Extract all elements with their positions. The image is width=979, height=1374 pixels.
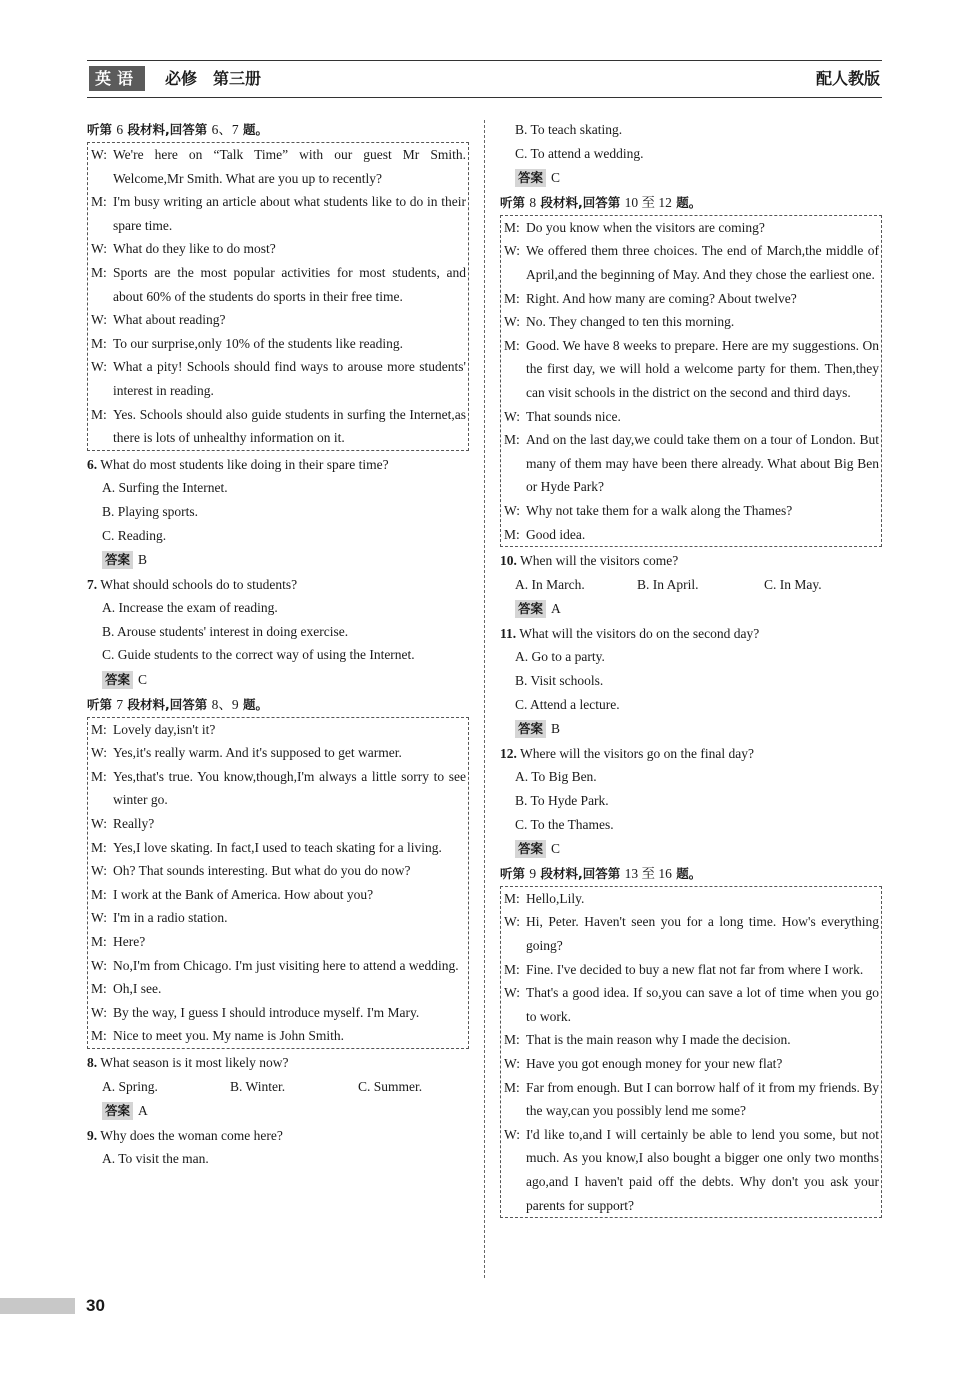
- section-heading-6: 听第 6 段材料,回答第 6、7 题。: [87, 122, 268, 137]
- question-10: 10. When will the visitors come?: [500, 553, 679, 569]
- edition-label: 配人教版: [815, 69, 880, 88]
- option-b: B. Playing sports.: [102, 503, 199, 519]
- answer-12: 答案 C: [500, 837, 882, 861]
- page-header: [87, 60, 882, 98]
- dialogue-line: W: Have you got enough money for your new flat?: [504, 1055, 783, 1071]
- question-8: 8. What season is it most likely now?: [87, 1054, 289, 1070]
- dialogue-line: M: That is the main reason why I made the decision.: [504, 1032, 791, 1048]
- dialogue-line: M: Good idea.: [504, 526, 586, 542]
- section-heading-7: 听第 7 段材料,回答第 8、9 题。: [87, 696, 268, 712]
- dialogue-line: W: No. They changed to ten this morning.: [504, 314, 735, 330]
- question-7: 7. What should schools do to students?: [87, 576, 298, 592]
- option-b: B. To Hyde Park.: [515, 793, 609, 809]
- option-c: C. Attend a lecture.: [515, 696, 620, 712]
- dialogue-line: W: We offered them three choices. The end of March,the middle of April,and the beginning of May. And they chose the earliest one.: [504, 243, 879, 282]
- subject-badge: 英语: [89, 66, 145, 91]
- dialogue-line: W: Really?: [91, 816, 155, 832]
- book-title: 必修 第三册: [165, 69, 262, 88]
- dialogue-line: W: I'm in a radio station.: [91, 910, 228, 926]
- dialogue-line: M: Nice to meet you. My name is John Smith.: [91, 1028, 344, 1044]
- option-c: C. To attend a wedding.: [515, 145, 644, 161]
- option-b: B. Arouse students' interest in doing exercise.: [102, 623, 349, 639]
- column-divider: [484, 120, 485, 1278]
- option-a: A. To Big Ben.: [515, 769, 597, 785]
- question-6: 6. What do most students like doing in their spare time?: [87, 456, 389, 472]
- dialogue-line: M: Right. And how many are coming? About twelve?: [504, 290, 797, 306]
- dialogue-line: M: To our surprise,only 10% of the students like reading.: [91, 335, 403, 351]
- dialogue-line: W: We're here on “Talk Time” with our guest Mr Smith. Welcome,Mr Smith. What are you up to recently?: [91, 147, 466, 186]
- dialogue-line: M: Yes. Schools should also guide students in surfing the Internet,as there is lots of unhealthy information on it.: [91, 406, 466, 446]
- dialogue-line: M: Lovely day,isn't it?: [91, 721, 216, 737]
- answer-11: 答案 B: [500, 717, 882, 741]
- answer-8: 答案 A: [87, 1099, 469, 1123]
- option-b: B. To teach skating.: [515, 122, 623, 137]
- option-c: C. Guide students to the correct way of using the Internet.: [102, 647, 415, 663]
- dialogue-line: M: Far from enough. But I can borrow half of it from my friends. By the way,can you possibly lend me some?: [504, 1079, 879, 1119]
- dialogue-line: M: Good. We have 8 weeks to prepare. Here are my suggestions. On the first day, we will hold a welcome party for them. Then,they can visit schools in the district on the second and third days.: [504, 337, 879, 400]
- dialogue-line: W: Yes,it's really warm. And it's supposed to get warmer.: [91, 745, 402, 761]
- dialogue-line: M: Sports are the most popular activities for most students, and about 60% of the students do sports in their free time.: [91, 264, 466, 304]
- dialogue-line: M: Do you know when the visitors are coming?: [504, 219, 765, 235]
- answer-9: 答案 C: [500, 166, 882, 190]
- dialogue-line: M: I'm busy writing an article about what students like to do in their spare time.: [91, 194, 466, 233]
- footer-bar: [0, 1298, 75, 1314]
- option-c: C. To the Thames.: [515, 816, 614, 832]
- dialogue-line: M: Here?: [91, 934, 146, 949]
- left-column: [87, 118, 469, 1171]
- option-a: A. Surfing the Internet.: [102, 480, 228, 496]
- dialogue-box-6: [87, 142, 469, 451]
- option-a: A. Increase the exam of reading.: [102, 600, 278, 616]
- dialogue-line: W: I'd like to,and I will certainly be able to lend you some, but not much. As you know,I also bought a bigger one only two months ago,and I haven't paid off the debts. Why don't you ask your parents for support?: [504, 1126, 879, 1213]
- question-12: 12. Where will the visitors go on the final day?: [500, 745, 754, 761]
- dialogue-box-8: [500, 215, 882, 547]
- option-b: B. In April.: [637, 576, 699, 592]
- question-9: 9. Why does the woman come here?: [87, 1127, 283, 1143]
- dialogue-line: W: That sounds nice.: [504, 408, 621, 424]
- dialogue-line: M: Oh,I see.: [91, 981, 162, 997]
- option-c: C. In May.: [764, 576, 822, 592]
- answer-10: 答案 A: [500, 597, 882, 621]
- question-11: 11. What will the visitors do on the second day?: [500, 625, 760, 641]
- options-row: [87, 1075, 469, 1099]
- dialogue-line: M: Hello,Lily.: [504, 890, 585, 906]
- dialogue-line: W: What a pity! Schools should find ways to arouse more students' interest in reading.: [91, 359, 466, 398]
- dialogue-line: W: Why not take them for a walk along the Thames?: [504, 502, 793, 518]
- right-column: [500, 118, 882, 1220]
- dialogue-line: W: That's a good idea. If so,you can save a lot of time when you go to work.: [504, 985, 879, 1024]
- option-a: A. To visit the man.: [102, 1151, 209, 1167]
- dialogue-line: M: Fine. I've decided to buy a new flat not far from where I work.: [504, 961, 864, 977]
- dialogue-line: W: No,I'm from Chicago. I'm just visiting here to attend a wedding.: [91, 957, 459, 973]
- dialogue-line: W: Hi, Peter. Haven't seen you for a long time. How's everything going?: [504, 914, 879, 953]
- section-heading-8: 听第 8 段材料,回答第 10 至 12 题。: [500, 194, 702, 210]
- option-a: A. Go to a party.: [515, 649, 605, 665]
- option-b: B. Visit schools.: [515, 673, 604, 689]
- dialogue-line: M: Yes,I love skating. In fact,I used to teach skating for a living.: [91, 839, 442, 855]
- options-row: [500, 573, 882, 597]
- page-number: 30: [86, 1296, 105, 1315]
- dialogue-box-7: [87, 717, 469, 1049]
- option-c: C. Reading.: [102, 527, 167, 543]
- dialogue-line: W: What about reading?: [91, 312, 226, 328]
- answer-7: 答案 C: [87, 668, 469, 692]
- dialogue-line: W: Oh? That sounds interesting. But what do you do now?: [91, 863, 411, 879]
- dialogue-line: M: And on the last day,we could take them on a tour of London. But many of them may have been there already. What about Big Ben or Hyde Park?: [504, 432, 879, 495]
- dialogue-line: M: I work at the Bank of America. How about you?: [91, 886, 374, 902]
- answer-6: 答案 B: [87, 548, 469, 572]
- option-a: A. In March.: [515, 576, 585, 592]
- dialogue-line: W: By the way, I guess I should introduce myself. I'm Mary.: [91, 1004, 420, 1020]
- dialogue-line: M: Yes,that's true. You know,though,I'm always a little sorry to see winter go.: [91, 768, 466, 808]
- option-c: C. Summer.: [358, 1078, 423, 1094]
- option-b: B. Winter.: [230, 1078, 286, 1094]
- dialogue-box-9: [500, 886, 882, 1218]
- option-a: A. Spring.: [102, 1078, 158, 1094]
- section-heading-9: 听第 9 段材料,回答第 13 至 16 题。: [500, 865, 702, 881]
- dialogue-line: W: What do they like to do most?: [91, 241, 276, 257]
